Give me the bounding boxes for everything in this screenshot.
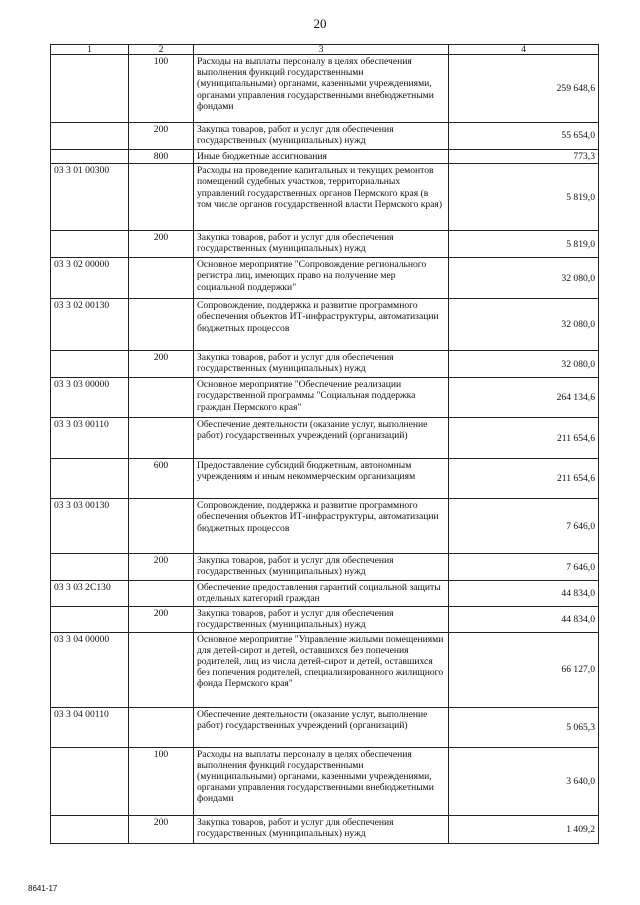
table-row [51,499,599,554]
row-type: 200 [129,606,194,632]
table-row [51,258,599,299]
row-type: 200 [129,351,194,378]
row-name: Сопровождение, поддержка и развитие программного обеспечения объектов ИТ-инфраструктуры, автоматизации бюджетных процессов [194,299,449,351]
row-code: 03 3 02 00000 [51,258,129,299]
row-code: 03 3 01 00300 [51,164,129,231]
row-name: Закупка товаров, работ и услуг для обеспечения государственных (муниципальных) нужд [194,606,449,632]
row-name: Расходы на проведение капитальных и текущих ремонтов помещений судебных участков, территориальных управлений государственных органов Пермского края (в том числе органов государственной власти Пермского края) [194,164,449,231]
page-number: 20 [313,16,327,31]
row-amount: 5 819,0 [449,164,599,231]
row-type [129,499,194,554]
table-row [51,606,599,632]
row-name: Обеспечение деятельности (оказание услуг, выполнение работ) государственных учреждений (организаций) [194,418,449,459]
row-name: Обеспечение деятельности (оказание услуг, выполнение работ) государственных учреждений (организаций) [194,707,449,747]
row-amount: 32 080,0 [449,299,599,351]
row-name: Закупка товаров, работ и услуг для обеспечения государственных (муниципальных) нужд [194,231,449,258]
row-name: Закупка товаров, работ и услуг для обеспечения государственных (муниципальных) нужд [194,554,449,581]
row-type: 200 [129,123,194,150]
row-name: Закупка товаров, работ и услуг для обеспечения государственных (муниципальных) нужд [194,123,449,150]
row-amount: 44 834,0 [449,581,599,606]
row-amount: 5 065,3 [449,707,599,747]
row-code: 03 3 04 00110 [51,707,129,747]
row-type [129,378,194,418]
table-row [51,231,599,258]
row-amount: 55 654,0 [449,123,599,150]
row-code: 03 3 03 00000 [51,378,129,418]
header-col-1: 1 [51,45,129,55]
row-amount: 211 654,6 [449,459,599,499]
row-amount: 259 648,6 [449,55,599,123]
row-type: 600 [129,459,194,499]
header-row [51,45,599,55]
table-row [51,378,599,418]
row-name: Основное мероприятие "Управление жилыми помещениями для детей-сирот и детей, оставшихся без попечения родителей, лиц из числа детей-сирот и детей, оставшихся без попечения родителей, специализированного жилищного фонда Пермского края" [194,632,449,707]
table-row [51,707,599,747]
row-code: 03 3 03 00110 [51,418,129,459]
row-code [51,351,129,378]
row-amount: 264 134,6 [449,378,599,418]
row-amount: 5 819,0 [449,231,599,258]
row-type [129,707,194,747]
header-col-3: 3 [194,45,449,55]
row-name: Расходы на выплаты персоналу в целях обеспечения выполнения функций государственными (муниципальными) органами, казенными учреждениями, органами управления государственными внебюджетными фондами [194,747,449,815]
row-type: 200 [129,554,194,581]
table-row [51,164,599,231]
row-type: 100 [129,747,194,815]
row-amount: 3 640,0 [449,747,599,815]
row-code: 03 3 03 2С130 [51,581,129,606]
table-row [51,123,599,150]
row-amount: 32 080,0 [449,258,599,299]
row-amount: 44 834,0 [449,606,599,632]
table-row [51,351,599,378]
row-code [51,231,129,258]
row-code [51,815,129,843]
table-row [51,815,599,843]
row-type [129,258,194,299]
row-amount: 773,3 [449,150,599,164]
row-amount: 7 646,0 [449,554,599,581]
budget-table [50,44,599,844]
row-type: 200 [129,231,194,258]
row-amount: 1 409,2 [449,815,599,843]
row-type: 200 [129,815,194,843]
header-col-2: 2 [129,45,194,55]
row-type [129,164,194,231]
table-row [51,581,599,606]
row-amount: 7 646,0 [449,499,599,554]
row-name: Сопровождение, поддержка и развитие программного обеспечения объектов ИТ-инфраструктуры, автоматизации бюджетных процессов [194,499,449,554]
row-amount: 66 127,0 [449,632,599,707]
row-code: 03 3 03 00130 [51,499,129,554]
row-name: Расходы на выплаты персоналу в целях обеспечения выполнения функций государственными (муниципальными) органами, казенными учреждениями, органами управления государственными внебюджетными фондами [194,55,449,123]
row-name: Основное мероприятие "Сопровождение регионального регистра лиц, имеющих право на получение мер социальной поддержки" [194,258,449,299]
row-amount: 32 080,0 [449,351,599,378]
row-code [51,554,129,581]
row-amount: 211 654,6 [449,418,599,459]
row-name: Предоставление субсидий бюджетным, автономным учреждениям и иным некоммерческим организациям [194,459,449,499]
table-row [51,55,599,123]
row-name: Обеспечение предоставления гарантий социальной защиты отдельных категорий граждан [194,581,449,606]
table-row [51,150,599,164]
row-type: 800 [129,150,194,164]
row-code [51,150,129,164]
row-name: Основное мероприятие "Обеспечение реализации государственной программы "Социальная поддержка граждан Пермского края" [194,378,449,418]
row-code [51,459,129,499]
row-code [51,747,129,815]
table-row [51,632,599,707]
row-code [51,123,129,150]
row-type: 100 [129,55,194,123]
row-code [51,606,129,632]
row-type [129,418,194,459]
row-code: 03 3 02 00130 [51,299,129,351]
row-type [129,299,194,351]
row-name: Закупка товаров, работ и услуг для обеспечения государственных (муниципальных) нужд [194,815,449,843]
row-name: Закупка товаров, работ и услуг для обеспечения государственных (муниципальных) нужд [194,351,449,378]
table-row [51,554,599,581]
table-row [51,747,599,815]
row-code: 03 3 04 00000 [51,632,129,707]
row-type [129,581,194,606]
row-type [129,632,194,707]
row-name: Иные бюджетные ассигнования [194,150,449,164]
row-code [51,55,129,123]
table-row [51,459,599,499]
table-row [51,299,599,351]
footer-code: 8641-17 [28,884,58,893]
table-row [51,418,599,459]
header-col-4: 4 [449,45,599,55]
